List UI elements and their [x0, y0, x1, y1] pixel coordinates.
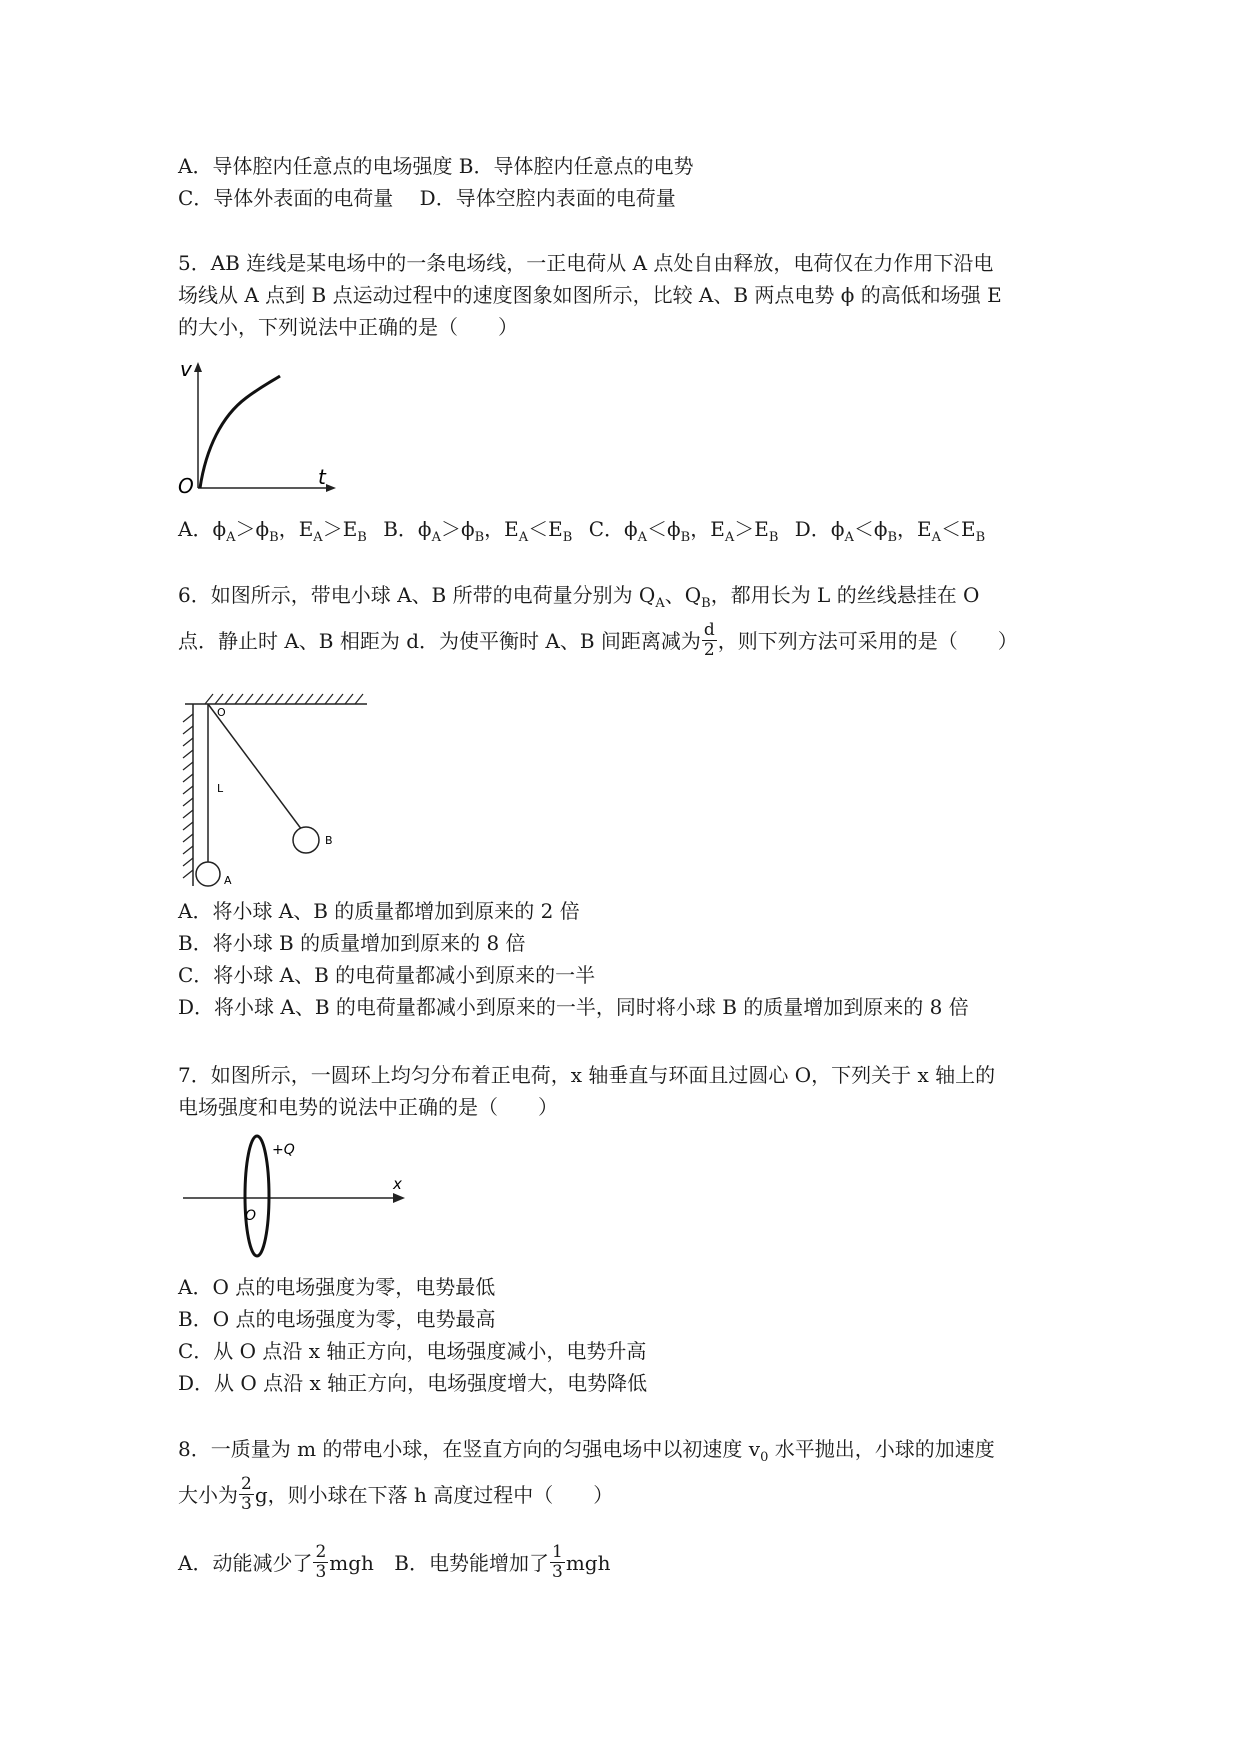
q6-label-l: L [217, 782, 224, 795]
q7-option-a: A．O 点的电场强度为零，电势最低 [178, 1275, 496, 1299]
q5-velocity-curve [200, 376, 280, 488]
q8-stem-line-1: 8．一质量为 m 的带电小球，在竖直方向的匀强电场中以初速度 $v_0$ 水平抛出，小球的加速度 [178, 1437, 995, 1465]
q5-stem-line-2: 场线从 A 点到 B 点运动过程中的速度图象如图所示，比较 A、B 两点电势 ϕ 的高低和场强 E [178, 283, 1002, 307]
q6-stem-line-1: 6．如图所示，带电小球 A、B 所带的电荷量分别为 $Q_A$、$Q_B$，都用长为 L 的丝线悬挂在 O [178, 583, 980, 611]
q5-stem-line-3: 的大小，下列说法中正确的是（ ） [178, 315, 518, 339]
q7-charge-label: +Q [272, 1142, 295, 1158]
q6-ball-b [293, 827, 319, 853]
q8-two-thirds-fraction: $\frac{2}{3}$ [241, 1474, 252, 1514]
q7-stem-line-2: 电场强度和电势的说法中正确的是（ ） [178, 1095, 558, 1119]
q7-charged-ring [245, 1136, 269, 1256]
q6-option-d: D．将小球 A、B 的电荷量都减小到原来的一半，同时将小球 B 的质量增加到原来的 8 倍 [178, 995, 969, 1019]
q7-x-axis-label: x [393, 1175, 402, 1193]
q6-stem-line-2: 点．静止时 A、B 相距为 d．为使平衡时 A、B 间距离减为 $\frac{d}{2}$ ，则下列方法可采用的是（ ） [178, 620, 1018, 660]
q5-origin-label: O [178, 474, 194, 498]
q6-option-c: C．将小球 A、B 的电荷量都减小到原来的一半 [178, 963, 596, 987]
q5-t-axis-label: t [318, 465, 326, 489]
q5-velocity-time-graph [170, 358, 350, 508]
q7-option-d: D．从 O 点沿 x 轴正方向，电场强度增大，电势降低 [178, 1371, 648, 1395]
q6-option-a: A．将小球 A、B 的质量都增加到原来的 2 倍 [178, 899, 580, 923]
q8-option-b: B．电势能增加了 $\frac{1}{3}$ mgh [394, 1542, 611, 1582]
q4-options-line-1: A．导体腔内任意点的电场强度 B．导体腔内任意点的电势 [178, 154, 694, 178]
q7-ring-figure [175, 1128, 415, 1268]
q6-option-b: B．将小球 B 的质量增加到原来的 8 倍 [178, 931, 526, 955]
q8-options-line [178, 1542, 1068, 1583]
q7-origin-label: O [245, 1208, 257, 1224]
q6-d-over-2-fraction: $\frac{d}{2}$ [703, 620, 715, 660]
q6-pendulum-figure [175, 690, 375, 890]
q6-thread-b [208, 704, 302, 830]
q7-stem-line-1: 7．如图所示，一圆环上均匀分布着正电荷，x 轴垂直与环面且过圆心 O，下列关于 x 轴上的 [178, 1063, 996, 1087]
q6-label-b: B [325, 834, 333, 847]
q8-stem-line-2: 大小为 $\frac{2}{3}$ g，则小球在下落 h 高度过程中（ ） [178, 1474, 614, 1514]
q5-v-axis-label: v [180, 357, 192, 381]
q7-option-c: C．从 O 点沿 x 轴正方向，电场强度减小，电势升高 [178, 1339, 647, 1363]
q6-ball-a [196, 862, 220, 886]
q5-stem-line-1: 5．AB 连线是某电场中的一条电场线，一正电荷从 A 点处自由释放，电荷仅在力作用下沿电 [178, 251, 994, 275]
q6-label-a: A [224, 874, 232, 887]
q7-option-b: B．O 点的电场强度为零，电势最高 [178, 1307, 496, 1331]
q5-options-line: A．$\phi_A>\phi_B$，$E_A>E_B$ B．$\phi_A>\phi_B$，$E_A<E_B$ C．$\phi_A<\phi_B$，$E_A>E_B$ D．$\phi_A<\phi_B$，$E_A<E_B$ [178, 517, 986, 545]
q4-options-line-2: C．导体外表面的电荷量 D．导体空腔内表面的电荷量 [178, 186, 676, 210]
q8-option-a: A．动能减少了 $\frac{2}{3}$ mgh [178, 1542, 374, 1582]
q6-label-o: O [217, 706, 226, 719]
